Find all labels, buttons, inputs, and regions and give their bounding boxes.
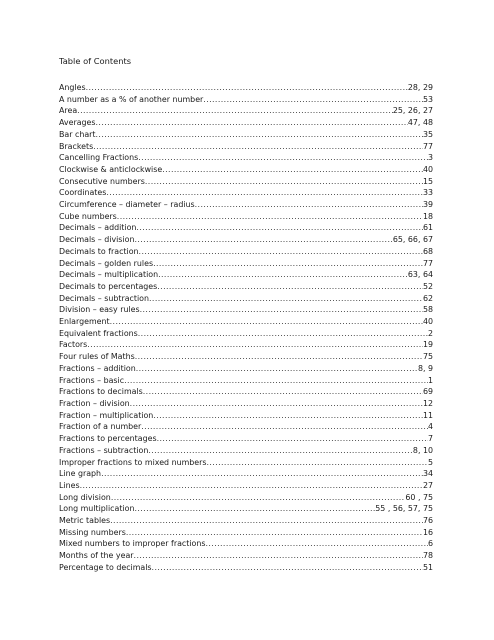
toc-entry	[59, 222, 433, 234]
toc-entry	[59, 246, 433, 258]
toc-entry-topic: Improper fractions to mixed numbers	[59, 457, 207, 467]
toc-entry-topic: Consecutive numbers	[59, 176, 145, 186]
toc-entry	[59, 234, 433, 246]
dot-leader	[96, 129, 423, 141]
toc-entry-pages: 62	[422, 293, 433, 303]
dot-leader	[138, 328, 428, 340]
toc-entry-topic: Area	[59, 106, 78, 116]
toc-entry-pages: 61	[422, 223, 433, 233]
dot-leader	[153, 258, 423, 270]
toc-entry-topic: Line graph	[59, 469, 102, 479]
toc-entry-pages: 19	[422, 340, 433, 350]
toc-entry	[59, 445, 433, 457]
toc-entry-pages: 33	[422, 188, 433, 198]
dot-leader	[158, 269, 408, 281]
dot-leader	[93, 141, 423, 153]
toc-entry-topic: Long multiplication	[59, 504, 135, 514]
dot-leader	[149, 293, 423, 305]
toc-entry-pages: 25, 26, 27	[392, 106, 433, 116]
toc-entry-topic: Metric tables	[59, 516, 111, 526]
toc-entry-topic: Decimals to percentages	[59, 281, 158, 291]
toc-entry-pages: 39	[422, 200, 433, 210]
dot-leader	[126, 527, 423, 539]
toc-entry-topic: Fraction – multiplication	[59, 410, 154, 420]
toc-entry-topic: Cube numbers	[59, 211, 117, 221]
toc-entry-pages: 76	[422, 516, 433, 526]
dot-leader	[148, 445, 413, 457]
dot-leader	[96, 117, 408, 129]
toc-entry	[59, 105, 433, 117]
toc-entry-pages: 47, 48	[407, 118, 433, 128]
toc-entry-topic: Angles	[59, 83, 86, 92]
toc-entry	[59, 363, 433, 375]
toc-entry-pages: 69	[422, 387, 433, 397]
toc-entry-pages: 68	[422, 246, 433, 256]
toc-entry-pages: 12	[422, 398, 433, 408]
toc-entry-pages: 6	[427, 539, 433, 549]
toc-entry	[59, 328, 433, 340]
toc-entry	[59, 480, 433, 492]
toc-entry-pages: 51	[422, 562, 433, 572]
toc-entry-pages: 35	[422, 129, 433, 139]
toc-entry-pages: 75	[422, 352, 433, 362]
toc-entry-topic: Averages	[59, 118, 96, 128]
toc-entry-pages: 58	[422, 305, 433, 315]
dot-leader	[205, 538, 428, 550]
toc-entry-topic: Factors	[59, 340, 88, 350]
toc-entry-pages: 28, 29	[407, 83, 433, 92]
toc-entry	[59, 304, 433, 316]
toc-entry	[59, 515, 433, 527]
toc-entry-topic: Fractions – addition	[59, 363, 136, 373]
dot-leader	[153, 410, 423, 422]
toc-entry	[59, 316, 433, 328]
dot-leader	[110, 316, 423, 328]
dot-leader	[136, 222, 423, 234]
toc-entry-topic: A number as a % of another number	[59, 94, 204, 104]
dot-leader	[106, 187, 423, 199]
toc-entry-pages: 55 , 56, 57, 75	[375, 504, 433, 514]
toc-entry-pages: 16	[422, 527, 433, 537]
toc-entry-topic: Enlargement	[59, 317, 110, 327]
toc-entry	[59, 375, 433, 387]
toc-entry-topic: Lines	[59, 480, 80, 490]
toc-entry	[59, 94, 433, 106]
toc-entry-topic: Decimals – addition	[59, 223, 137, 233]
toc-entry-pages: 3	[427, 153, 433, 163]
toc-entry	[59, 433, 433, 445]
dot-leader	[134, 234, 392, 246]
toc-entry-topic: Bar chart	[59, 129, 96, 139]
dot-leader	[110, 515, 423, 527]
toc-entry-pages: 1	[427, 375, 433, 385]
toc-entry	[59, 339, 433, 351]
toc-entry-pages: 52	[422, 281, 433, 291]
toc-entry-topic: Fractions – basic	[59, 375, 125, 385]
toc-entry	[59, 386, 433, 398]
toc-entry-pages: 60 , 75	[405, 492, 433, 502]
toc-entry-pages: 63, 64	[407, 270, 433, 280]
toc-entry	[59, 562, 433, 574]
toc-entry-pages: 8, 9	[417, 363, 433, 373]
dot-leader	[157, 433, 428, 445]
toc-entry-topic: Long division	[59, 492, 111, 502]
toc-entry-topic: Four rules of Maths	[59, 352, 135, 362]
toc-entry-pages: 15	[422, 176, 433, 186]
toc-entry-topic: Decimals – subtraction	[59, 293, 149, 303]
toc-entry-topic: Fraction of a number	[59, 422, 142, 432]
toc-entry-pages: 18	[422, 211, 433, 221]
toc-entry-topic: Brackets	[59, 141, 94, 151]
toc-entry-topic: Clockwise & anticlockwise	[59, 164, 163, 174]
dot-leader	[77, 105, 393, 117]
toc-entry-topic: Cancelling Fractions	[59, 153, 139, 163]
toc-entry-pages: 27	[422, 480, 433, 490]
toc-entry	[59, 492, 433, 504]
toc-entry-pages: 40	[422, 164, 433, 174]
toc-entry-pages: 78	[422, 551, 433, 561]
toc-entry	[59, 503, 433, 515]
dot-leader	[134, 550, 423, 562]
toc-entry	[59, 550, 433, 562]
dot-leader	[80, 480, 423, 492]
dot-leader	[139, 246, 423, 258]
toc-entry-topic: Months of the year	[59, 551, 134, 561]
toc-entry-pages: 77	[422, 258, 433, 268]
dot-leader	[101, 468, 423, 480]
toc-entry-pages: 8, 10	[412, 445, 433, 455]
toc-entry-topic: Decimals to fraction	[59, 246, 139, 256]
toc-entry-topic: Percentage to decimals	[59, 562, 152, 572]
dot-leader	[195, 199, 423, 211]
toc-entry-pages: 77	[422, 141, 433, 151]
toc-entry	[59, 457, 433, 469]
toc-entry-pages: 2	[427, 328, 433, 338]
toc-entry	[59, 293, 433, 305]
dot-leader	[206, 457, 427, 469]
toc-entry	[59, 281, 433, 293]
toc-entry-topic: Fraction – division	[59, 398, 130, 408]
dot-leader	[203, 94, 423, 106]
toc-entry-pages: 11	[422, 410, 433, 420]
toc-entry-pages: 34	[422, 469, 433, 479]
dot-leader	[145, 176, 423, 188]
toc-entry-topic: Decimals – division	[59, 235, 135, 245]
dot-leader	[135, 351, 423, 363]
dot-leader	[130, 398, 423, 410]
toc-list	[59, 82, 433, 574]
toc-entry	[59, 129, 433, 141]
toc-entry	[59, 82, 433, 94]
toc-entry	[59, 258, 433, 270]
dot-leader	[138, 152, 428, 164]
toc-entry-topic: Fractions to decimals	[59, 387, 143, 397]
dot-leader	[134, 503, 375, 515]
toc-entry-pages: 5	[427, 457, 433, 467]
dot-leader	[143, 386, 423, 398]
dot-leader	[87, 339, 423, 351]
toc-entry-topic: Division – easy rules	[59, 305, 140, 315]
toc-entry	[59, 351, 433, 363]
toc-entry-topic: Mixed numbers to improper fractions	[59, 539, 206, 549]
toc-entry	[59, 199, 433, 211]
dot-leader	[162, 164, 423, 176]
toc-entry	[59, 269, 433, 281]
toc-entry	[59, 211, 433, 223]
dot-leader	[136, 363, 418, 375]
dot-leader	[111, 492, 406, 504]
toc-entry	[59, 141, 433, 153]
toc-entry	[59, 527, 433, 539]
toc-entry	[59, 152, 433, 164]
toc-entry-topic: Missing numbers	[59, 527, 126, 537]
dot-leader	[157, 281, 423, 293]
toc-entry-pages: 40	[422, 317, 433, 327]
toc-entry-topic: Equivalent fractions	[59, 328, 138, 338]
toc-entry	[59, 538, 433, 550]
dot-leader	[117, 211, 423, 223]
toc-entry-topic: Fractions – subtraction	[59, 445, 149, 455]
toc-entry-topic: Coordinates	[59, 188, 107, 198]
toc-entry	[59, 176, 433, 188]
toc-entry	[59, 398, 433, 410]
toc-entry	[59, 187, 433, 199]
toc-entry-pages: 4	[427, 422, 433, 432]
toc-entry-pages: 65, 66, 67	[392, 235, 433, 245]
toc-entry	[59, 410, 433, 422]
toc-entry-pages: 7	[427, 434, 433, 444]
dot-leader	[86, 82, 408, 94]
dot-leader	[124, 375, 428, 387]
toc-entry	[59, 117, 433, 129]
toc-entry-topic: Fractions to percentages	[59, 434, 157, 444]
toc-title: Table of Contents	[59, 56, 132, 66]
toc-entry	[59, 468, 433, 480]
toc-entry	[59, 421, 433, 433]
dot-leader	[141, 421, 428, 433]
toc-entry-pages: 53	[422, 94, 433, 104]
toc-entry-topic: Circumference – diameter – radius	[59, 200, 195, 210]
toc-entry	[59, 164, 433, 176]
toc-entry-topic: Decimals – golden rules	[59, 258, 154, 268]
dot-leader	[152, 562, 423, 574]
toc-entry-topic: Decimals – multiplication	[59, 270, 159, 280]
dot-leader	[140, 304, 423, 316]
